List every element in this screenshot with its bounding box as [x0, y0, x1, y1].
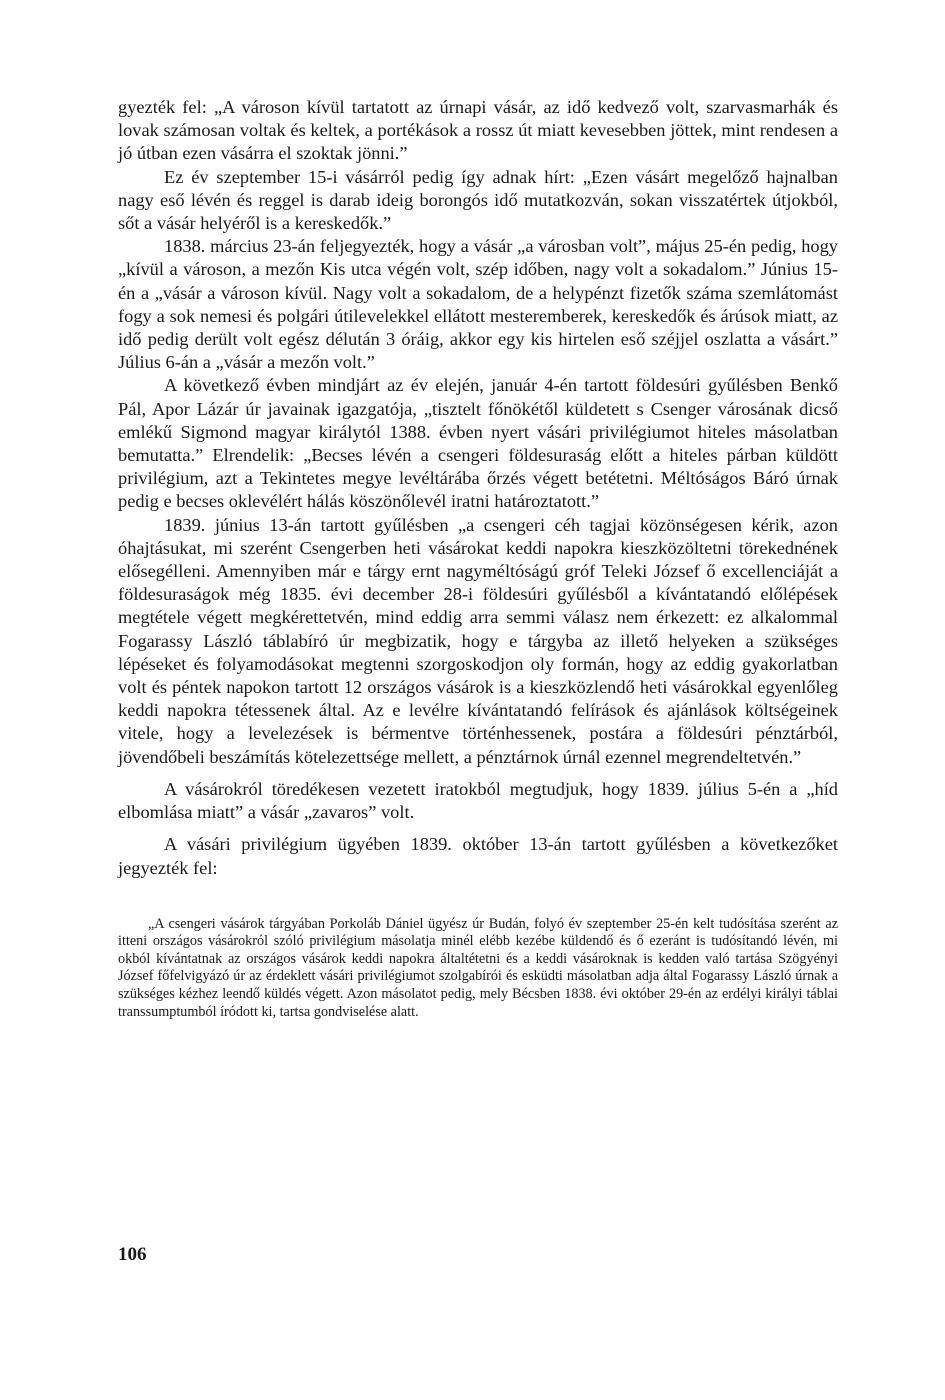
paragraph-1: gyezték fel: „A városon kívül tartatott az úrnapi vásár, az idő kedvező volt, szarvasmarhák és lovak számosan voltak és keltek, a portékások a rossz út miatt kevesebben jöttek, mint rendesen a jó útban ezen vásárra el szoktak jönni.”: [118, 97, 838, 164]
page-number: 106: [118, 1244, 147, 1265]
paragraph-4: A következő évben mindjárt az év elején, január 4-én tartott földesúri gyűlésben Benkő Pál, Apor Lázár úr javainak igazgatója, „tisztelt főnökétől küldetett s Csenger városának dicső emlékű Sigmond magyar királytól 1388. évben nyert vásári privilégiumot hiteles másolatban bemutatta.” Elrendelik: „Becses lévén a csengeri földesuraság előtt a hiteles párban küldött privilégium, azt a Tekintetes megye levéltárába őrzés végett betétetni. Méltóságos Báró úrnak pedig e becses oklevélért hálás köszönőlevél iratni határoztatott.”: [118, 375, 838, 512]
page-content: [118, 96, 838, 1021]
paragraph-2: Ez év szeptember 15-i vásárról pedig így adnak hírt: „Ezen vásárt megelőző hajnalban nagy eső lévén és reggel is darab ideig borongós idő mutatkozván, sokan visszatértek útjokból, sőt a vásár helyéről is a kereskedők.”: [118, 166, 838, 234]
main-text: [118, 96, 838, 880]
quoted-record: [118, 916, 838, 1022]
paragraph-6: A vásárokról töredékesen vezetett iratokból megtudjuk, hogy 1839. július 5-én a „híd elbomlása miatt” a vásár „zavaros” volt.: [118, 778, 838, 823]
paragraph-5: 1839. június 13-án tartott gyűlésben „a csengeri céh tagjai közönségesen kérik, azon óhajtásukat, mi szerént Csengerben heti vásárokat keddi napokra kieszközöltetni törekednének elősegélleni. Amennyiben már e tárgy ernt nagyméltóságú gróf Teleki József ő excellenciáját a földesuraságok még 1835. évi december 28-i földesúri gyűlésből a kívántatandó előlépések megtétele végett megkérettetvén, mind eddig arra semmi válasz nem érkezett: ez alkalommal Fogarassy László táblabíró úr megbizatik, hogy e tárgyba az illető helyeken a szükséges lépéseket és folyamodásokat megtenni szorgoskodjon oly formán, hogy az eddig gyakorlatban volt és péntek napokon tartott 12 országos vásárok is a kieszközlendő heti vásárokkal egyenlőleg keddi napokra tétessenek által. Az e levélre kívántatandó felírások és ajánlások költségeinek vitele, hogy a levelezések is bérmentve történhessenek, postára a földesúri pénztárból, jövendőbeli beszámítás kötelezettsége mellett, a pénztárnok úrnál ezennel megrendeltetvén.”: [118, 514, 838, 767]
paragraph-3: 1838. március 23-án feljegyezték, hogy a vásár „a városban volt”, május 25-én pedig, hogy „kívül a városon, a mezőn Kis utca végén volt, szép időben, nagy volt a sokadalom.” Június 15-én a „vásár a városon kívül. Nagy volt a sokadalom, de a helypénzt fizetők száma szemlátomást fogy a sok nemesi és polgári útilevelekkel ellátott mesteremberek, kereskedők és árúsok miatt, az idő pedig derült volt egész délután 3 óráig, akkor egy kis hirtelen eső széjjel oszlatta a vásárt.” Július 6-án a „vásár a mezőn volt.”: [118, 236, 838, 373]
paragraph-7: A vásári privilégium ügyében 1839. október 13-án tartott gyűlésben a következőket jegyezték fel:: [118, 834, 838, 878]
quoted-record-text: „A csengeri vásárok tárgyában Porkoláb Dániel ügyész úr Budán, folyó év szeptember 25-én kelt tudósítása szerént az itteni országos vásárokról szóló privilégium másolatja minél elébb kezébe küldendő és ő ezeránt is tudósítandó lévén, mi okból kívántatnak az országos vásárok keddi napokra általtétetni és a keddi vásároknak is kedden való tartása Szögyényi József főfelvigyázó úr az érdeklett vásári privilégiumot szolgabírói és esküdti másolatban adja által Fogarassy László úrnak a szükséges kézhez leendő küldés végett. Azon másolatot pedig, mely Bécsben 1838. évi október 29-én az erdélyi királyi táblai transsumptumból íródott ki, tartsa gondviselése alatt.: [118, 915, 838, 1020]
